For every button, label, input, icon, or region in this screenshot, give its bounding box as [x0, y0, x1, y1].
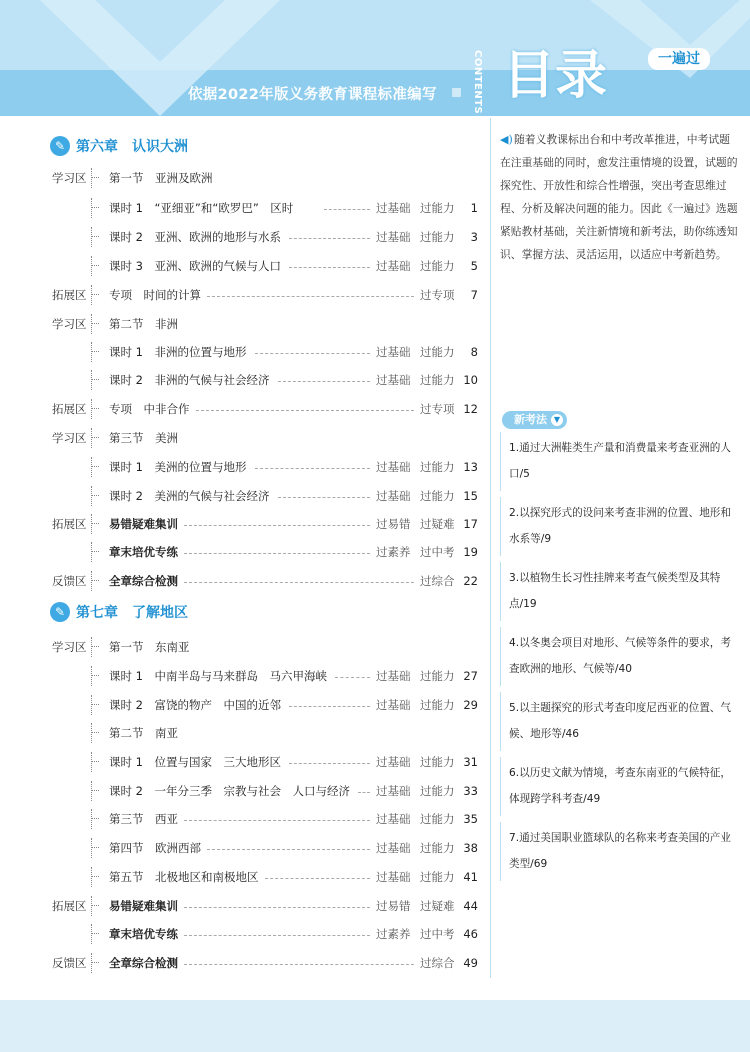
- toc-entry-title: 易错疑难集训: [109, 517, 178, 531]
- toc-entry-title: 专项 中非合作: [109, 402, 190, 416]
- toc-row[interactable]: [0, 896, 490, 916]
- practice-tag: 过基础: [376, 201, 411, 215]
- tree-line: [91, 809, 92, 829]
- toc-row[interactable]: [0, 924, 490, 944]
- new-method-item: 5.以主题探究的形式考查印度尼西亚的位置、气候、地形等/46: [500, 692, 740, 751]
- tree-line: [91, 399, 92, 419]
- toc-row[interactable]: [0, 514, 490, 534]
- toc-entry-title: 全章综合检测: [109, 956, 178, 970]
- toc-row[interactable]: [0, 428, 490, 448]
- toc-entry-title: 第二节 南亚: [109, 726, 178, 740]
- leader-dots: [278, 497, 371, 498]
- zone-label: 拓展区: [52, 288, 87, 302]
- practice-tag: 过基础: [376, 698, 411, 712]
- leader-dots: [265, 878, 371, 879]
- header-mark: [452, 88, 461, 97]
- header-subtitle: 依据2022年版义务教育课程标准编写: [188, 87, 437, 103]
- tree-line: [91, 838, 92, 858]
- tree-line: [91, 953, 92, 973]
- page-number: 49: [463, 956, 478, 970]
- page-number: 7: [470, 288, 478, 302]
- toc-row[interactable]: [0, 723, 490, 743]
- toc-entry-title: 第四节 欧洲西部: [109, 841, 201, 855]
- footer-band: [0, 1000, 750, 1052]
- tree-line: [91, 896, 92, 916]
- tree-tick: [91, 294, 99, 295]
- brand-logo: 一遍过: [648, 48, 710, 70]
- zone-label: 学习区: [52, 431, 87, 445]
- toc-row[interactable]: [0, 256, 490, 276]
- page-number: 41: [463, 870, 478, 884]
- leader-dots: [289, 706, 370, 707]
- pen-icon: ✎: [50, 136, 70, 156]
- zone-label: 学习区: [52, 317, 87, 331]
- zone-label: 学习区: [52, 640, 87, 654]
- page-number: 29: [463, 698, 478, 712]
- toc-entry-title: 章末培优专练: [109, 927, 178, 941]
- tree-line: [91, 571, 92, 591]
- toc-row[interactable]: [0, 168, 490, 188]
- toc-row[interactable]: [0, 542, 490, 562]
- tree-line: [91, 924, 92, 944]
- page-number: 44: [463, 899, 478, 913]
- practice-tag: 过易错: [376, 899, 411, 913]
- chapter-heading: [50, 600, 188, 624]
- leader-dots: [255, 353, 371, 354]
- practice-tag: 过基础: [376, 373, 411, 387]
- tree-line: [91, 514, 92, 534]
- toc-entry-title: 第一节 东南亚: [109, 640, 190, 654]
- toc-row[interactable]: [0, 198, 490, 218]
- leader-dots: [184, 820, 370, 821]
- practice-tag: 过基础: [376, 669, 411, 683]
- practice-tag: 过能力: [420, 784, 455, 798]
- leader-dots: [184, 907, 370, 908]
- toc-entry-title: 课时 1 美洲的位置与地形: [109, 460, 247, 474]
- new-method-item: 6.以历史文献为情境，考查东南亚的气候特征，体现跨学科考查/49: [500, 757, 740, 816]
- tree-line: [91, 781, 92, 801]
- page-number: 13: [463, 460, 478, 474]
- tree-tick: [91, 523, 99, 524]
- toc-row[interactable]: [0, 457, 490, 477]
- page-number: 22: [463, 574, 478, 588]
- leader-dots: [196, 410, 415, 411]
- toc-entry-title: 第一节 亚洲及欧洲: [109, 171, 213, 185]
- leader-dots: [358, 792, 370, 793]
- zone-label: 反馈区: [52, 956, 87, 970]
- tree-tick: [91, 379, 99, 380]
- toc-entry-title: 课时 2 富饶的物产 中国的近邻: [109, 698, 281, 712]
- zone-label: 拓展区: [52, 402, 87, 416]
- chapter-title: 第六章 认识大洲: [76, 139, 188, 155]
- chapter-heading: [50, 134, 188, 158]
- tree-line: [91, 637, 92, 657]
- toc-row[interactable]: [0, 314, 490, 334]
- tree-tick: [91, 236, 99, 237]
- leader-dots: [184, 964, 414, 965]
- toc-entry-title: 第五节 北极地区和南极地区: [109, 870, 259, 884]
- practice-tag: 过能力: [420, 259, 455, 273]
- toc-entry-title: 课时 1 中南半岛与马来群岛 马六甲海峡: [109, 669, 327, 683]
- leader-dots: [289, 238, 370, 239]
- zone-label: 学习区: [52, 171, 87, 185]
- page-title: 目录: [503, 46, 608, 106]
- new-methods-list: [500, 432, 740, 887]
- tree-line: [91, 542, 92, 562]
- tree-tick: [91, 580, 99, 581]
- page-number: 33: [463, 784, 478, 798]
- toc-row[interactable]: [0, 867, 490, 887]
- leader-dots: [324, 209, 371, 210]
- tree-line: [91, 285, 92, 305]
- toc-row[interactable]: [0, 953, 490, 973]
- practice-tag: 过基础: [376, 230, 411, 244]
- page-number: 38: [463, 841, 478, 855]
- toc-entry-title: 课时 1 “亚细亚”和“欧罗巴” 区时: [109, 201, 294, 215]
- speaker-icon: ◀): [500, 133, 513, 146]
- zone-label: 拓展区: [52, 517, 87, 531]
- tree-line: [91, 168, 92, 188]
- toc-entry-title: 课时 2 一年分三季 宗教与社会 人口与经济: [109, 784, 350, 798]
- toc-row[interactable]: [0, 809, 490, 829]
- practice-tag: 过基础: [376, 259, 411, 273]
- page-number: 8: [470, 345, 478, 359]
- practice-tag: 过综合: [420, 956, 455, 970]
- new-method-item: 1.通过大洲鞋类生产量和消费量来考查亚洲的人口/5: [500, 432, 740, 491]
- tree-line: [91, 486, 92, 506]
- tree-line: [91, 752, 92, 772]
- tree-line: [91, 723, 92, 743]
- leader-dots: [289, 267, 370, 268]
- tree-tick: [91, 466, 99, 467]
- tree-tick: [91, 551, 99, 552]
- toc-entry-title: 专项 时间的计算: [109, 288, 201, 302]
- practice-tag: 过能力: [420, 755, 455, 769]
- new-methods-pill: [502, 411, 567, 429]
- page-number: 35: [463, 812, 478, 826]
- tree-tick: [91, 847, 99, 848]
- tree-tick: [91, 177, 99, 178]
- practice-tag: 过基础: [376, 841, 411, 855]
- new-method-item: 2.以探究形式的设问来考查非洲的位置、地形和水系等/9: [500, 497, 740, 556]
- toc-row[interactable]: [0, 838, 490, 858]
- tree-line: [91, 867, 92, 887]
- toc-row[interactable]: [0, 695, 490, 715]
- page-number: 3: [470, 230, 478, 244]
- tree-line: [91, 342, 92, 362]
- chapter-title: 第七章 了解地区: [76, 605, 188, 621]
- header-banner: [0, 0, 750, 116]
- tree-line: [91, 428, 92, 448]
- page-number: 10: [463, 373, 478, 387]
- page-number: 17: [463, 517, 478, 531]
- contents-label: CONTENTS: [472, 50, 483, 115]
- tree-tick: [91, 704, 99, 705]
- leader-dots: [289, 763, 370, 764]
- toc-entry-title: 课时 1 非洲的位置与地形: [109, 345, 247, 359]
- tree-tick: [91, 408, 99, 409]
- new-method-item: 4.以冬奥会项目对地形、气候等条件的要求，考查欧洲的地形、气候等/40: [500, 627, 740, 686]
- practice-tag: 过基础: [376, 812, 411, 826]
- leader-dots: [278, 381, 371, 382]
- practice-tag: 过能力: [420, 373, 455, 387]
- toc-row[interactable]: [0, 227, 490, 247]
- tree-tick: [91, 761, 99, 762]
- practice-tag: 过基础: [376, 755, 411, 769]
- toc-row[interactable]: [0, 571, 490, 591]
- practice-tag: 过专项: [420, 402, 455, 416]
- practice-tag: 过专项: [420, 288, 455, 302]
- toc-entry-title: 第三节 美洲: [109, 431, 178, 445]
- column-divider: [490, 118, 491, 978]
- page-number: 12: [463, 402, 478, 416]
- tree-tick: [91, 905, 99, 906]
- tree-tick: [91, 675, 99, 676]
- page-number: 1: [470, 201, 478, 215]
- toc-row[interactable]: [0, 370, 490, 390]
- practice-tag: 过能力: [420, 489, 455, 503]
- zone-label: 反馈区: [52, 574, 87, 588]
- tree-tick: [91, 790, 99, 791]
- toc-entry-title: 易错疑难集训: [109, 899, 178, 913]
- tree-tick: [91, 732, 99, 733]
- tree-line: [91, 314, 92, 334]
- practice-tag: 过基础: [376, 345, 411, 359]
- toc-entry-title: 第二节 非洲: [109, 317, 178, 331]
- tree-tick: [91, 323, 99, 324]
- toc-row[interactable]: [0, 285, 490, 305]
- new-method-item: 3.以植物生长习性挂牌来考查气候类型及其特点/19: [500, 562, 740, 621]
- practice-tag: 过能力: [420, 841, 455, 855]
- toc-row[interactable]: [0, 486, 490, 506]
- intro-text: 随着义教课标出台和中考改革推进，中考试题在注重基础的同时，愈发注重情境的设置，试题的探究性、开放性和综合性增强，突出考查思维过程、分析及解决问题的能力。因此《一遍过》选题紧贴教材基础，关注新情境和新考法，助你练透知识、掌握方法、灵活运用，以适应中考新趋势。: [500, 133, 738, 261]
- tree-tick: [91, 933, 99, 934]
- tree-line: [91, 256, 92, 276]
- toc-entry-title: 课时 1 位置与国家 三大地形区: [109, 755, 281, 769]
- practice-tag: 过能力: [420, 870, 455, 884]
- tree-line: [91, 666, 92, 686]
- practice-tag: 过能力: [420, 201, 455, 215]
- tree-tick: [91, 495, 99, 496]
- leader-dots: [184, 553, 370, 554]
- practice-tag: 过能力: [420, 230, 455, 244]
- tree-tick: [91, 265, 99, 266]
- tree-line: [91, 227, 92, 247]
- practice-tag: 过易错: [376, 517, 411, 531]
- tree-line: [91, 198, 92, 218]
- tree-line: [91, 370, 92, 390]
- practice-tag: 过能力: [420, 460, 455, 474]
- practice-tag: 过中考: [420, 927, 455, 941]
- page-number: 5: [470, 259, 478, 273]
- practice-tag: 过素养: [376, 927, 411, 941]
- tree-tick: [91, 876, 99, 877]
- toc-entry-title: 课时 2 非洲的气候与社会经济: [109, 373, 270, 387]
- zone-label: 拓展区: [52, 899, 87, 913]
- toc-row[interactable]: [0, 666, 490, 686]
- tree-tick: [91, 351, 99, 352]
- tree-tick: [91, 818, 99, 819]
- toc-row[interactable]: [0, 342, 490, 362]
- toc-row[interactable]: [0, 637, 490, 657]
- practice-tag: 过基础: [376, 460, 411, 474]
- toc-row[interactable]: [0, 399, 490, 419]
- practice-tag: 过能力: [420, 669, 455, 683]
- leader-dots: [184, 525, 370, 526]
- practice-tag: 过能力: [420, 698, 455, 712]
- leader-dots: [255, 468, 371, 469]
- toc-entry-title: 全章综合检测: [109, 574, 178, 588]
- new-methods-label: 新考法: [514, 413, 547, 426]
- page-number: 15: [463, 489, 478, 503]
- page-number: 27: [463, 669, 478, 683]
- toc-entry-title: 章末培优专练: [109, 545, 178, 559]
- practice-tag: 过基础: [376, 870, 411, 884]
- toc-row[interactable]: [0, 752, 490, 772]
- pen-icon: ✎: [50, 602, 70, 622]
- leader-dots: [207, 296, 414, 297]
- page-number: 19: [463, 545, 478, 559]
- tree-line: [91, 695, 92, 715]
- practice-tag: 过能力: [420, 812, 455, 826]
- page-number: 46: [463, 927, 478, 941]
- toc-entry-title: 第三节 西亚: [109, 812, 178, 826]
- toc-entry-title: 课时 2 亚洲、欧洲的地形与水系: [109, 230, 281, 244]
- tree-tick: [91, 437, 99, 438]
- page-number: 31: [463, 755, 478, 769]
- practice-tag: 过综合: [420, 574, 455, 588]
- practice-tag: 过基础: [376, 784, 411, 798]
- leader-dots: [184, 935, 370, 936]
- practice-tag: 过中考: [420, 545, 455, 559]
- toc-row[interactable]: [0, 781, 490, 801]
- toc-entry-title: 课时 3 亚洲、欧洲的气候与人口: [109, 259, 281, 273]
- tree-tick: [91, 962, 99, 963]
- leader-dots: [335, 677, 370, 678]
- tree-tick: [91, 207, 99, 208]
- practice-tag: 过疑难: [420, 899, 455, 913]
- leader-dots: [184, 582, 414, 583]
- chevron-down-icon: ▼: [551, 414, 563, 426]
- intro-panel: [500, 128, 740, 266]
- tree-line: [91, 457, 92, 477]
- tree-tick: [91, 646, 99, 647]
- leader-dots: [207, 849, 370, 850]
- practice-tag: 过基础: [376, 489, 411, 503]
- new-method-item: 7.通过美国职业篮球队的名称来考查美国的产业类型/69: [500, 822, 740, 881]
- practice-tag: 过疑难: [420, 517, 455, 531]
- practice-tag: 过能力: [420, 345, 455, 359]
- toc-entry-title: 课时 2 美洲的气候与社会经济: [109, 489, 270, 503]
- practice-tag: 过素养: [376, 545, 411, 559]
